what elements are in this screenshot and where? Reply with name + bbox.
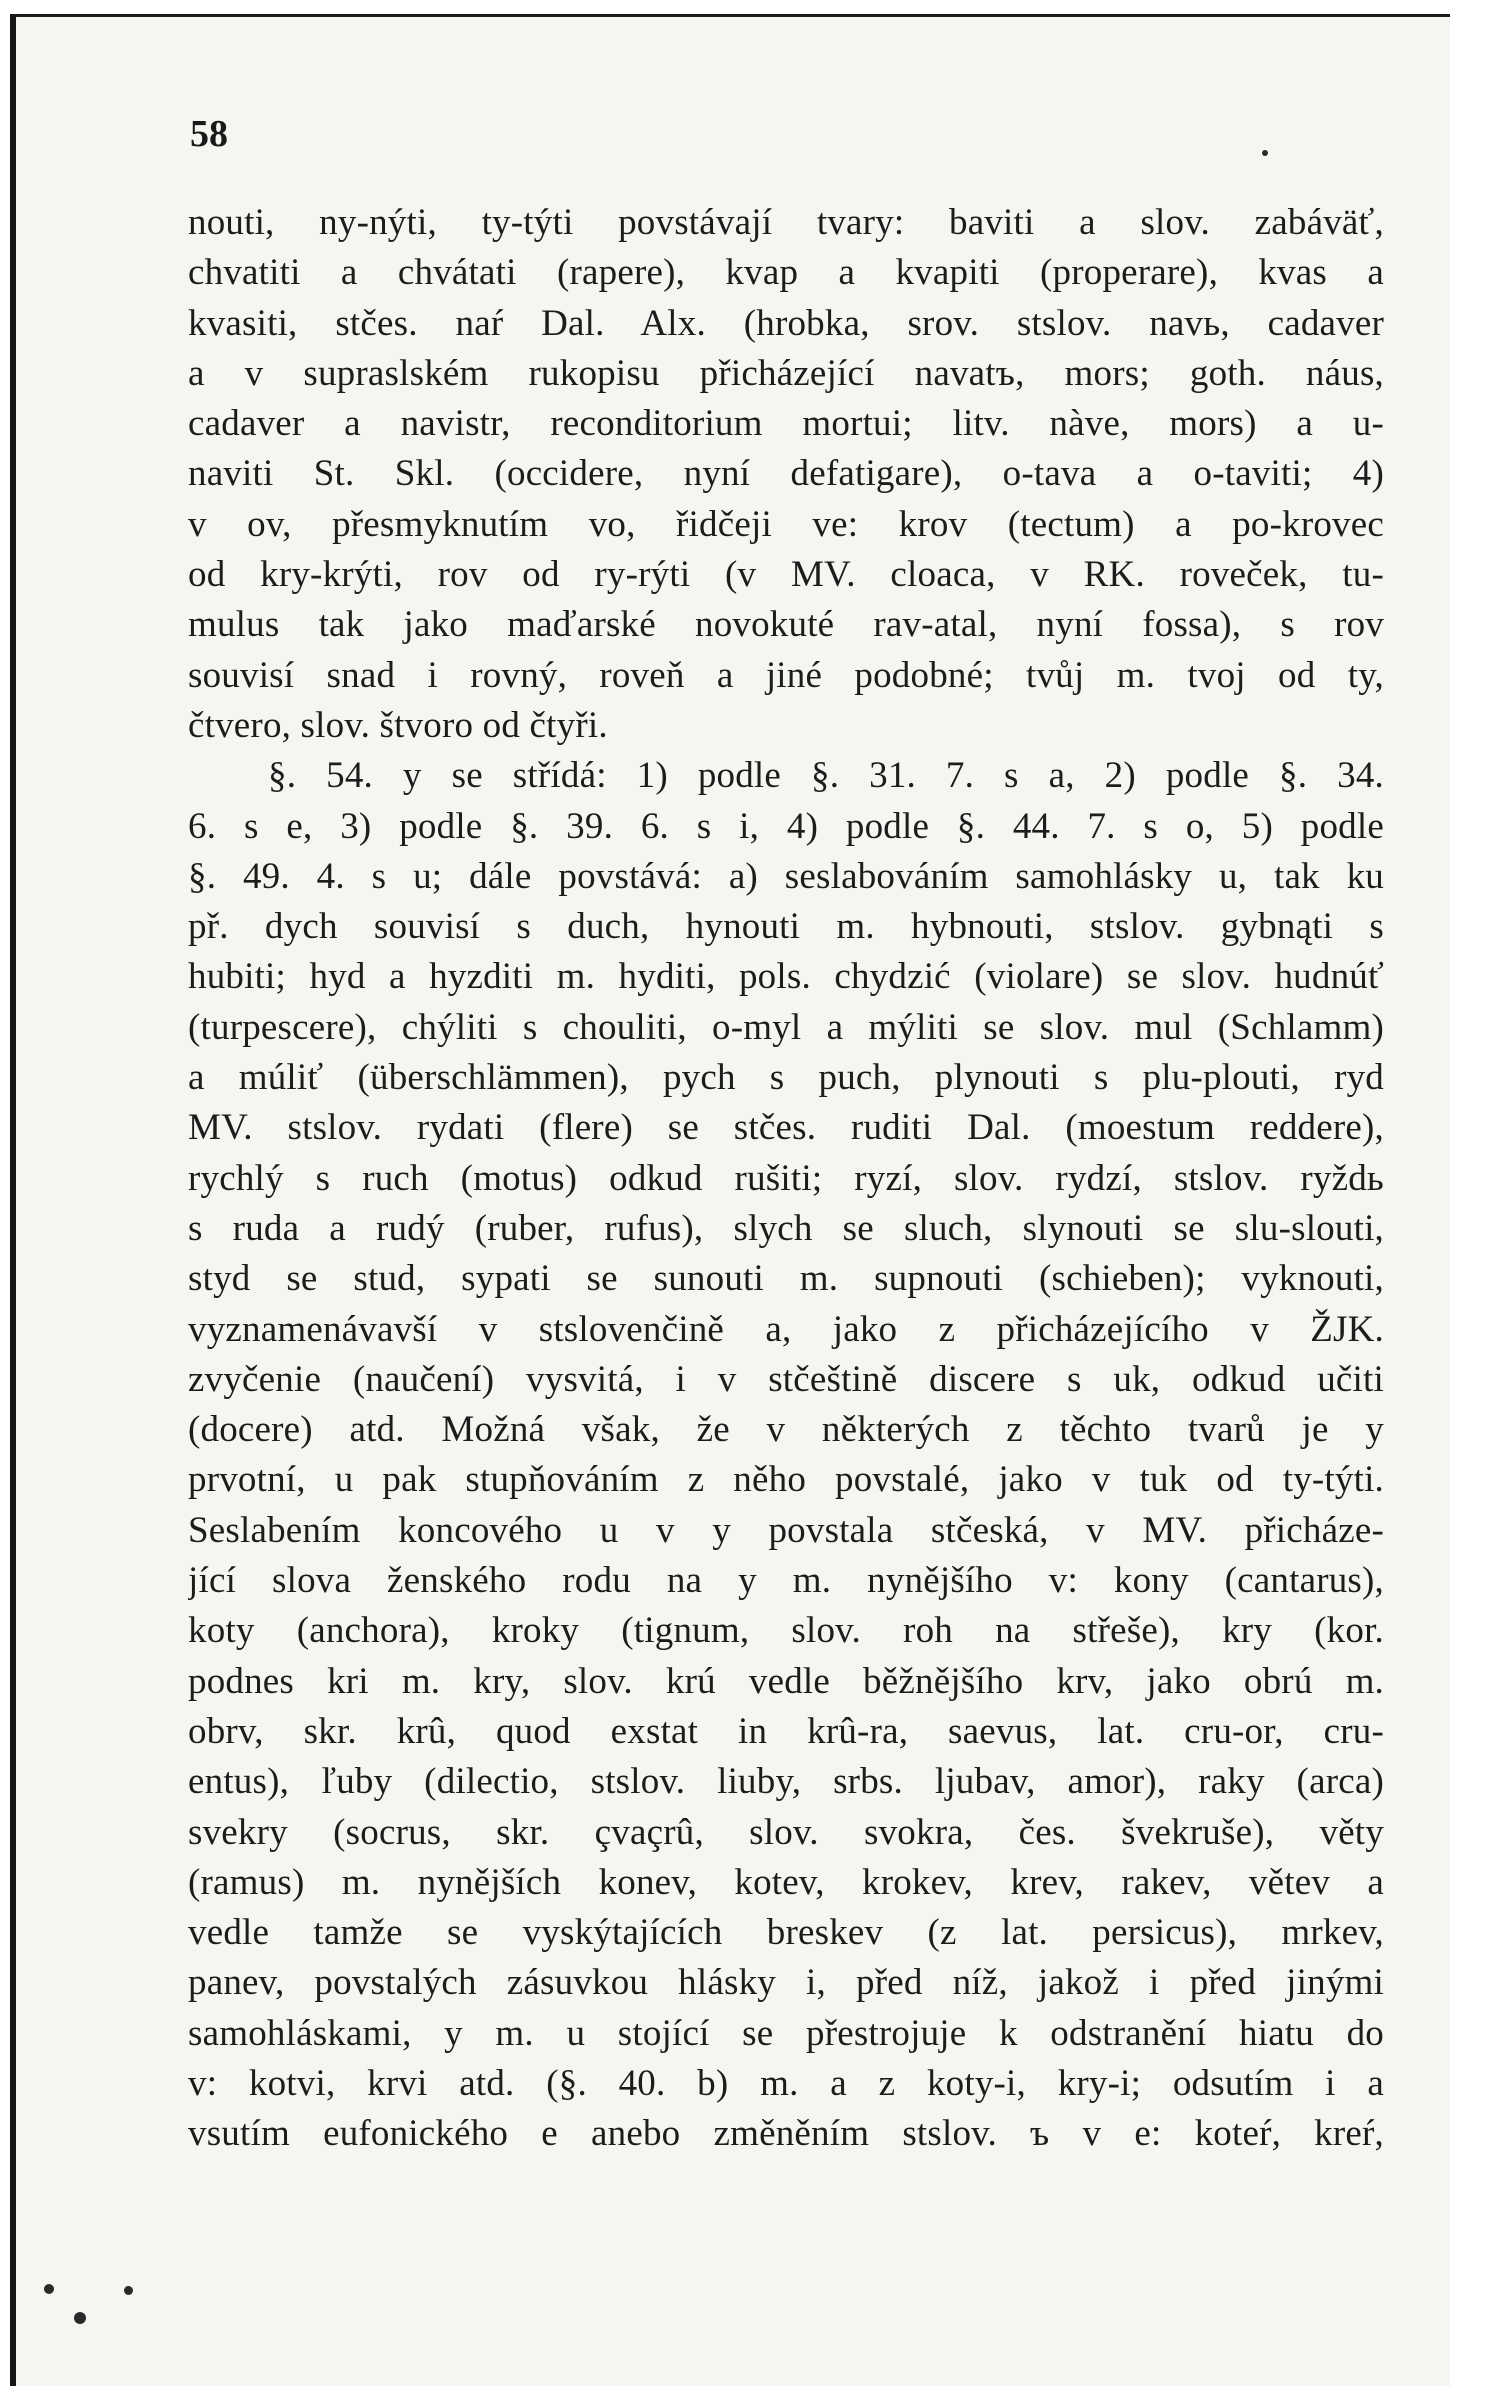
text-line: koty (anchora), kroky (tignum, slov. roh na střeše), kry (kor.	[188, 1610, 1384, 1652]
text-line: svekry (socrus, skr. çvaçrû, slov. svokra, čes. švekruše), věty	[188, 1811, 1384, 1853]
text-line: hubiti; hyd a hyzditi m. hyditi, pols. chydzić (violare) se slov. hudnúť	[188, 956, 1384, 998]
text-line: (docere) atd. Možná však, že v některých z těchto tvarů je y	[188, 1409, 1384, 1451]
scan-speck	[44, 2284, 54, 2294]
text-line: kvasiti, stčes. naŕ Dal. Alx. (hrobka, srov. stslov. navь, cadaver	[188, 302, 1384, 344]
text-line: mulus tak jako maďarské novokuté rav-atal, nyní fossa), s rov	[188, 604, 1384, 646]
scan-speck	[1262, 150, 1268, 156]
text-line: s ruda a rudý (ruber, rufus), slych se sluch, slynouti se slu-slouti,	[188, 1207, 1384, 1249]
text-line: nouti, ny-nýti, ty-týti povstávají tvary: baviti a slov. zabáväť,	[188, 202, 1384, 243]
text-line: (ramus) m. nynějších konev, kotev, krokev, krev, rakev, větev a	[188, 1861, 1384, 1903]
text-line: vedle tamže se vyskýtajících breskev (z lat. persicus), mrkev,	[188, 1912, 1384, 1954]
text-line: v ov, přesmyknutím vo, řidčeji ve: krov (tectum) a po-krovec	[188, 503, 1384, 545]
text-line: čtvero, slov. štvoro od čtyři.	[188, 704, 608, 746]
text-line: 6. s e, 3) podle §. 39. 6. s i, 4) podle §. 44. 7. s o, 5) podle	[188, 805, 1384, 847]
text-line: §. 49. 4. s u; dále povstává: a) seslabováním samohlásky u, tak ku	[188, 855, 1384, 897]
page-number: 58	[190, 113, 228, 155]
text-line: naviti St. Skl. (occidere, nyní defatigare), o-tava a o-taviti; 4)	[188, 453, 1384, 495]
scan-speck	[74, 2312, 86, 2324]
text-line: v: kotvi, krvi atd. (§. 40. b) m. a z koty-i, kry-i; odsutím i a	[188, 2062, 1384, 2104]
section-heading-line: §. 54. y se střídá: 1) podle §. 31. 7. s a, 2) podle §. 34.	[268, 755, 1384, 797]
text-line: MV. stslov. rydati (flere) se stčes. ruditi Dal. (moestum reddere),	[188, 1107, 1384, 1149]
text-line: chvatiti a chvátati (rapere), kvap a kvapiti (properare), kvas a	[188, 252, 1384, 294]
text-line: cadaver a navistr, reconditorium mortui; litv. nàve, mors) a u-	[188, 403, 1384, 445]
text-line: prvotní, u pak stupňováním z něho povstalé, jako v tuk od ty-týti.	[188, 1459, 1384, 1501]
text-line: př. dych souvisí s duch, hynouti m. hybnouti, stslov. gybnąti s	[188, 906, 1384, 948]
text-line: rychlý s ruch (motus) odkud rušiti; ryzí, slov. rydzí, stslov. ryždь	[188, 1157, 1384, 1199]
text-line: obrv, skr. krû, quod exstat in krû-ra, saevus, lat. cru-or, cru-	[188, 1710, 1384, 1752]
text-line: a v supraslském rukopisu přicházející navatъ, mors; goth. náus,	[188, 352, 1384, 394]
text-line: panev, povstalých zásuvkou hlásky i, před níž, jakož i před jinými	[188, 1962, 1384, 2004]
text-line: jící slova ženského rodu na y m. nynějšího v: kony (cantarus),	[188, 1560, 1384, 1602]
text-line: souvisí snad i rovný, roveň a jiné podobné; tvůj m. tvoj od ty,	[188, 654, 1384, 696]
text-line: (turpescere), chýliti s chouliti, o-myl a mýliti se slov. mul (Schlamm)	[188, 1006, 1384, 1048]
text-line: a múliť (überschlämmen), pych s puch, plynouti s plu-plouti, ryd	[188, 1057, 1384, 1099]
body-text	[188, 198, 1384, 2160]
page-margin	[1452, 0, 1491, 2400]
text-line: styd se stud, sypati se sunouti m. supnouti (schieben); vyknouti,	[188, 1258, 1384, 1300]
text-line: od kry-krýti, rov od ry-rýti (v MV. cloaca, v RK. roveček, tu-	[188, 554, 1384, 596]
text-line: Seslabením koncového u v y povstala stčeská, v MV. přicháze-	[188, 1509, 1384, 1551]
text-line: zvyčenie (naučení) vysvitá, i v stčeštině discere s uk, odkud učiti	[188, 1358, 1384, 1400]
text-line: samohláskami, y m. u stojící se přestrojuje k odstranění hiatu do	[188, 2012, 1384, 2054]
scan-speck	[124, 2286, 133, 2295]
text-line: vyznamenávavší v stslovenčině a, jako z přicházejícího v ŽJK.	[188, 1308, 1384, 1350]
text-line: vsutím eufonického e anebo změněním stslov. ъ v e: koteŕ, kreŕ,	[188, 2113, 1384, 2155]
text-line: podnes kri m. kry, slov. krú vedle běžnějšího krv, jako obrú m.	[188, 1660, 1384, 1702]
text-line: entus), ľuby (dilectio, stslov. liuby, srbs. ljubav, amor), raky (arca)	[188, 1761, 1384, 1803]
